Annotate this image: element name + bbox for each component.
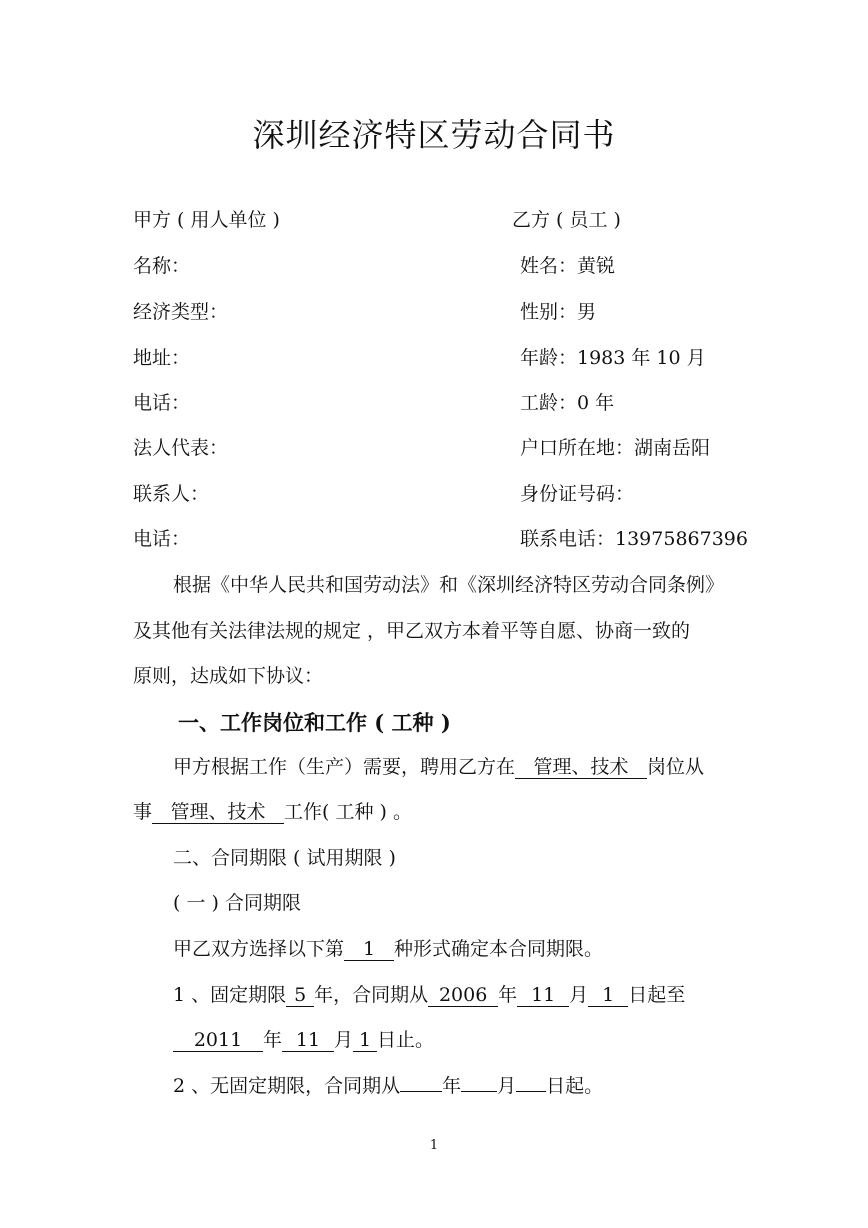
fixed-term-t5: 年 xyxy=(263,1029,283,1051)
fixed-term-t7: 日止。 xyxy=(377,1029,435,1051)
section-1-heading: 一、工作岗位和工作 ( 工种 ) xyxy=(178,710,451,735)
section-1-text-pre2: 事 xyxy=(133,801,153,823)
section-1-line-2 xyxy=(133,800,412,824)
open-month-field xyxy=(461,1091,497,1092)
party-b-name: 姓名：黄锐 xyxy=(520,255,616,277)
end-day-field: 1 xyxy=(353,1030,377,1052)
term-choice-pre: 甲乙双方选择以下第 xyxy=(173,938,345,960)
party-a-econ-type-label: 经济类型： xyxy=(133,301,229,323)
open-year-field xyxy=(400,1091,442,1092)
section-1-text-post: 岗位从 xyxy=(647,756,705,778)
start-month-field: 11 xyxy=(517,985,569,1007)
party-a-contact-label: 联系人： xyxy=(133,483,210,505)
party-b-seniority: 工龄：0 年 xyxy=(520,392,615,414)
end-year-field: 2011 xyxy=(173,1030,263,1052)
section-2-heading: 二、合同期限 ( 试用期限 ) xyxy=(173,847,396,869)
party-a-phone2-label: 电话： xyxy=(133,528,191,550)
party-b-id-number: 身份证号码： xyxy=(520,483,635,505)
open-day-field xyxy=(516,1091,546,1092)
party-a-header: 甲方 ( 用人单位 ) xyxy=(133,209,280,231)
party-a-phone-label: 电话： xyxy=(133,392,191,414)
section-2-sub-1: ( 一 ) 合同期限 xyxy=(173,892,301,914)
intro-line-1: 根据《中华人民共和国劳动法》和《深圳经济特区劳动合同条例》 xyxy=(173,574,725,596)
fixed-term-line-1 xyxy=(173,983,685,1007)
party-b-phone: 联系电话：13975867396 xyxy=(520,528,748,550)
open-term-pre: 2 、无固定期限，合同期从 xyxy=(173,1075,401,1097)
start-year-field: 2006 xyxy=(428,985,498,1007)
party-b-gender: 性别：男 xyxy=(520,301,597,323)
party-a-address-label: 地址： xyxy=(133,347,191,369)
page-number: 1 xyxy=(429,1138,439,1153)
party-b-hukou: 户口所在地：湖南岳阳 xyxy=(520,437,711,459)
section-1-text-post2: 工作( 工种 ) 。 xyxy=(284,801,412,823)
open-term-t3: 日起。 xyxy=(546,1075,604,1097)
fixed-term-t6: 月 xyxy=(334,1029,354,1051)
fixed-term-years-field: 5 xyxy=(286,985,314,1007)
fixed-term-t1: 年，合同期从 xyxy=(314,984,429,1006)
party-b-age: 年龄：1983 年 10 月 xyxy=(520,347,706,369)
fixed-term-line-2 xyxy=(173,1028,434,1052)
term-choice-post: 种形式确定本合同期限。 xyxy=(394,938,604,960)
intro-line-3: 原则，达成如下协议： xyxy=(133,665,324,687)
party-a-legal-rep-label: 法人代表： xyxy=(133,437,229,459)
fixed-term-t3: 月 xyxy=(569,984,589,1006)
position-field: 管理、技术 xyxy=(515,757,647,779)
open-term-t2: 月 xyxy=(497,1075,517,1097)
party-a-name-label: 名称： xyxy=(133,255,191,277)
document-title: 深圳经济特区劳动合同书 xyxy=(252,116,616,154)
section-1-line-1 xyxy=(173,755,704,779)
term-choice-line xyxy=(173,937,603,961)
intro-line-2: 及其他有关法律法规的规定 ，甲乙双方本着平等自愿、协商一致的 xyxy=(133,620,691,642)
fixed-term-t2: 年 xyxy=(498,984,518,1006)
party-b-header: 乙方 ( 员工 ) xyxy=(512,209,621,231)
open-term-t1: 年 xyxy=(442,1075,462,1097)
term-choice-field: 1 xyxy=(344,939,394,961)
fixed-term-pre: 1 、固定期限 xyxy=(173,984,287,1006)
section-1-text-pre: 甲方根据工作（生产）需要，聘用乙方在 xyxy=(173,756,516,778)
fixed-term-t4: 日起至 xyxy=(628,984,686,1006)
work-type-field: 管理、技术 xyxy=(152,802,284,824)
end-month-field: 11 xyxy=(282,1030,334,1052)
open-term-line xyxy=(173,1074,603,1098)
start-day-field: 1 xyxy=(588,985,628,1007)
